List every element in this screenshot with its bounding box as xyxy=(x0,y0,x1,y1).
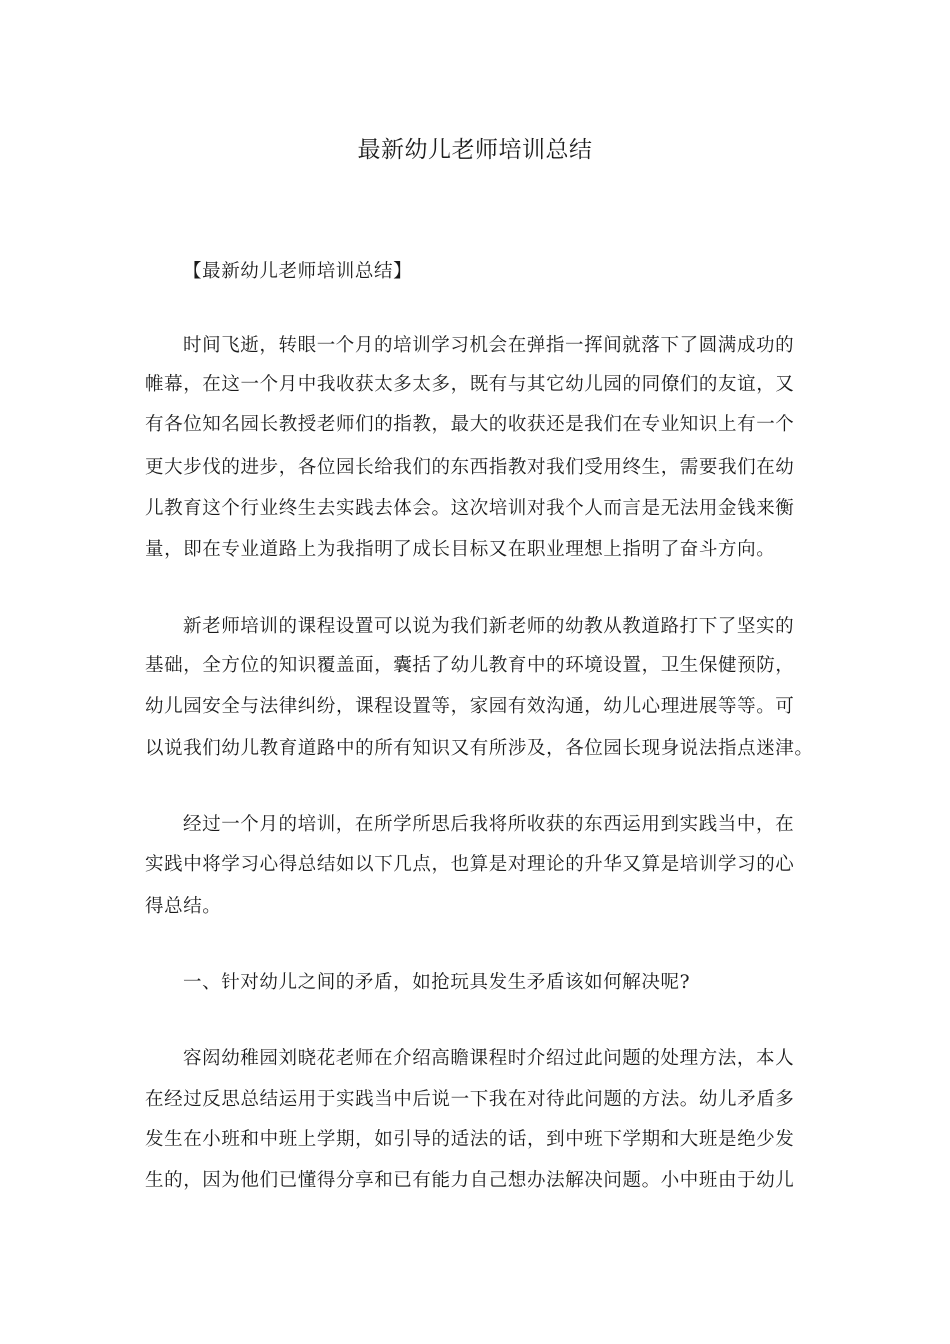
paragraph-line: 量，即在专业道路上为我指明了成长目标又在职业理想上指明了奋斗方向。 xyxy=(145,539,776,560)
paragraph-line: 幼儿园安全与法律纠纷，课程设置等，家园有效沟通，幼儿心理进展等等。可 xyxy=(145,696,795,717)
paragraph-line: 时间飞逝，转眼一个月的培训学习机会在弹指一挥间就落下了圆满成功的 xyxy=(183,335,795,356)
paragraph-line: 有各位知名园长教授老师们的指教，最大的收获还是我们在专业知识上有一个 xyxy=(145,414,795,435)
paragraph-line: 新老师培训的课程设置可以说为我们新老师的幼教从教道路打下了坚实的 xyxy=(183,616,795,637)
paragraph-line: 经过一个月的培训，在所学所思后我将所收获的东西运用到实践当中，在 xyxy=(183,814,795,835)
paragraph-line: 基础，全方位的知识覆盖面，囊括了幼儿教育中的环境设置，卫生保健预防， xyxy=(145,655,795,676)
paragraph-line: 更大步伐的进步，各位园长给我们的东西指教对我们受用终生，需要我们在幼 xyxy=(145,457,795,478)
paragraph-line: 以说我们幼儿教育道路中的所有知识又有所涉及，各位园长现身说法指点迷津。 xyxy=(145,738,814,759)
paragraph-line: 实践中将学习心得总结如以下几点，也算是对理论的升华又算是培训学习的心 xyxy=(145,854,795,875)
paragraph-line: 儿教育这个行业终生去实践去体会。这次培训对我个人而言是无法用金钱来衡 xyxy=(145,498,795,519)
document-subtitle: 【最新幼儿老师培训总结】 xyxy=(183,261,413,282)
document-title: 最新幼儿老师培训总结 xyxy=(357,137,593,163)
paragraph-line: 在经过反思总结运用于实践当中后说一下我在对待此问题的方法。幼儿矛盾多 xyxy=(145,1089,795,1110)
paragraph-line: 发生在小班和中班上学期，如引导的适法的话，到中班下学期和大班是绝少发 xyxy=(145,1129,795,1150)
paragraph-line: 生的，因为他们已懂得分享和已有能力自己想办法解决问题。小中班由于幼儿 xyxy=(145,1170,795,1191)
paragraph-line: 帷幕，在这一个月中我收获太多太多，既有与其它幼儿园的同僚们的友谊，又 xyxy=(145,374,795,395)
paragraph-line: 容闳幼稚园刘晓花老师在介绍高瞻课程时介绍过此问题的处理方法，本人 xyxy=(183,1048,795,1069)
section-heading: 一、针对幼儿之间的矛盾，如抢玩具发生矛盾该如何解决呢? xyxy=(183,972,691,993)
paragraph-line: 得总结。 xyxy=(145,896,222,917)
